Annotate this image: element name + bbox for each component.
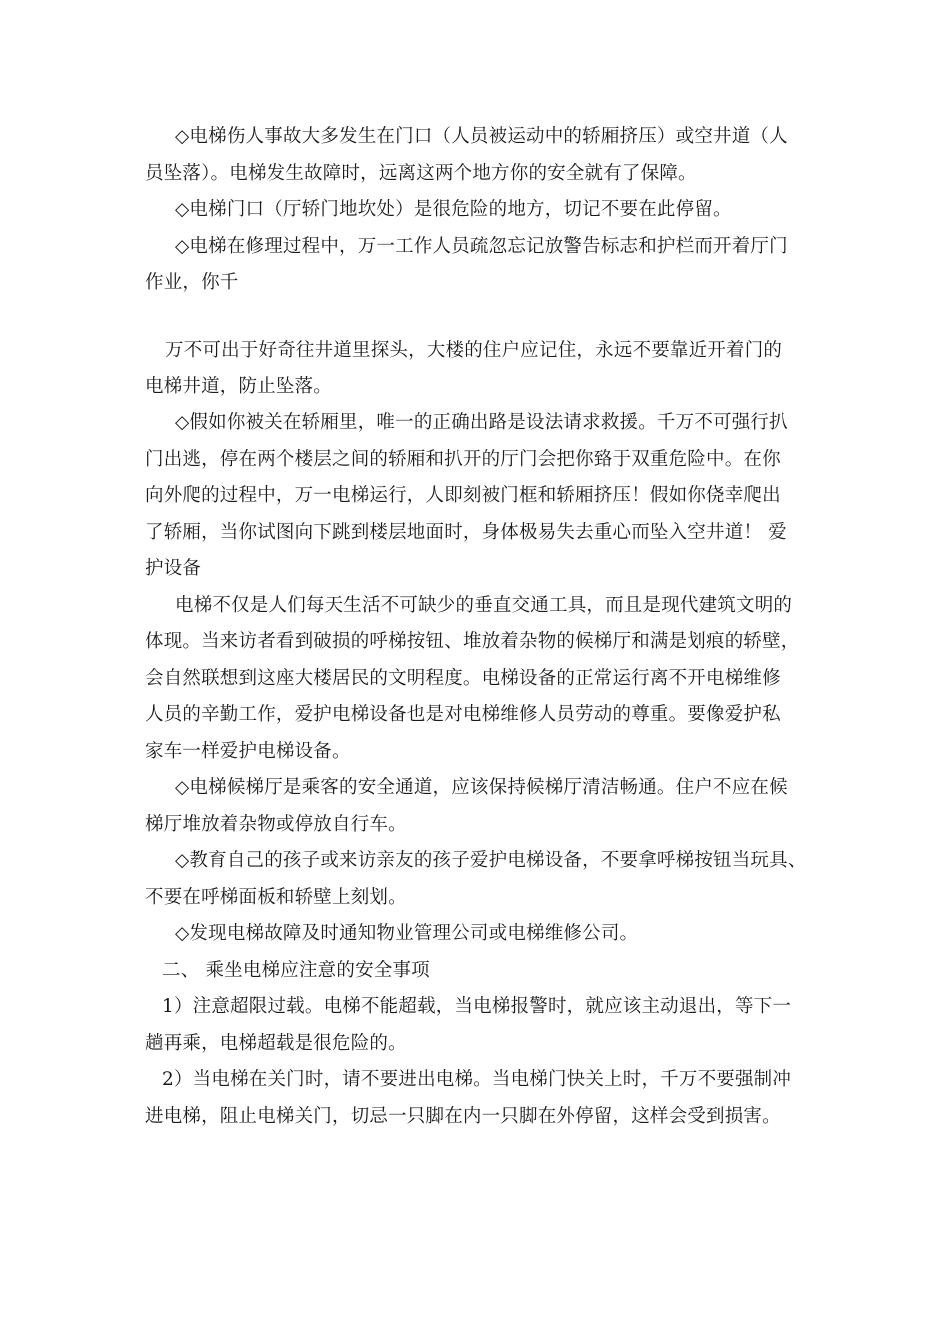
text-line: ◇发现电梯故障及时通知物业管理公司或电梯维修公司。 — [175, 923, 639, 944]
text-line: 进电梯，阻止电梯关门，切忌一只脚在内一只脚在外停留，这样会受到损害。 — [145, 1106, 781, 1127]
text-line: ◇电梯候梯厅是乘客的安全通道，应该保持候梯厅清洁畅通。住户不应在候 — [175, 777, 788, 798]
text-line: ◇电梯伤人事故大多发生在门口（人员被运动中的轿厢挤压）或空井道（人 — [175, 126, 788, 147]
text-line: 趟再乘，电梯超载是很危险的。 — [145, 1033, 407, 1054]
text-line: 员坠落）。电梯发生故障时，远离这两个地方你的安全就有了保障。 — [145, 163, 697, 184]
text-line: 体现。当来访者看到破损的呼梯按钮、堆放着杂物的候梯厅和满是划痕的轿壁， — [145, 631, 800, 652]
text-line: 电梯井道，防止坠落。 — [145, 376, 333, 397]
text-line: 了轿厢，当你试图向下跳到楼层地面时，身体极易失去重心而坠入空井道！ 爱 — [145, 522, 787, 543]
section-heading: 二、 乘坐电梯应注意的安全事项 — [162, 960, 430, 981]
text-line: 护设备 — [145, 558, 202, 579]
text-line: ◇电梯门口（厅轿门地坎处）是很危险的地方，切记不要在此停留。 — [175, 199, 732, 220]
text-line: ◇假如你被关在轿厢里，唯一的正确出路是设法请求救援。千万不可强行扒 — [175, 412, 788, 433]
text-line: 作业，你千 — [145, 272, 239, 293]
text-line: ◇教育自己的孩子或来访亲友的孩子爱护电梯设备，不要拿呼梯按钮当玩具、 — [175, 850, 807, 871]
text-line: 万不可出于好奇往井道里探头，大楼的住户应记住，永远不要靠近开着门的 — [165, 340, 783, 361]
text-line: 1）注意超限过载。电梯不能超载，当电梯报警时，就应该主动退出，等下一 — [162, 996, 792, 1017]
text-line: 人员的辛勤工作，爱护电梯设备也是对电梯维修人员劳动的尊重。要像爱护私 — [145, 704, 781, 725]
text-line: 家车一样爱护电梯设备。 — [145, 741, 351, 762]
text-line: 电梯不仅是人们每天生活不可缺少的垂直交通工具，而且是现代建筑文明的 — [175, 595, 793, 616]
text-line: 2）当电梯在关门时，请不要进出电梯。当电梯门快关上时，千万不要强制冲 — [162, 1069, 792, 1090]
text-line: 会自然联想到这座大楼居民的文明程度。电梯设备的正常运行离不开电梯维修 — [145, 668, 781, 689]
text-line: 梯厅堆放着杂物或停放自行车。 — [145, 814, 407, 835]
text-line: 不要在呼梯面板和轿壁上刻划。 — [145, 887, 407, 908]
text-line: 向外爬的过程中，万一电梯运行，人即刻被门框和轿厢挤压！假如你侥幸爬出 — [145, 485, 781, 506]
text-line: 门出逃，停在两个楼层之间的轿厢和扒开的厅门会把你臵于双重危险中。在你 — [145, 449, 781, 470]
text-line: ◇电梯在修理过程中，万一工作人员疏忽忘记放警告标志和护栏而开着厅门 — [175, 236, 788, 257]
